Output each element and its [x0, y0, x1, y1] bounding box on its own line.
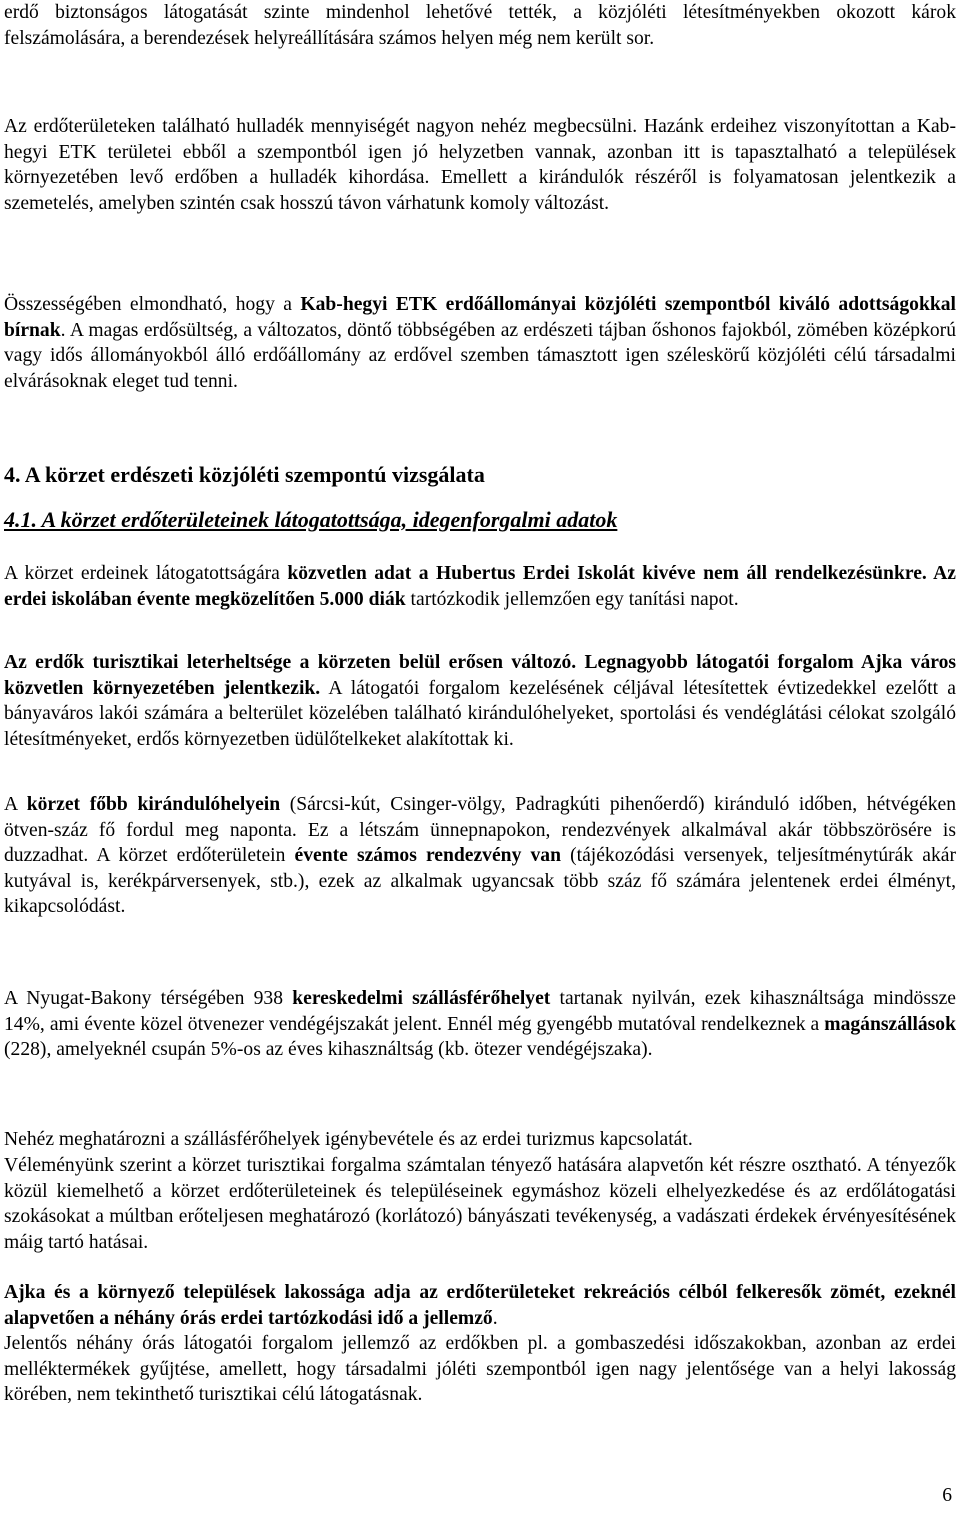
accommodation-bold-a: kereskedelmi szállásférőhelyet — [292, 988, 551, 1009]
paragraph-excursion-sites — [4, 792, 956, 920]
accommodation-text-b: tartanak nyilván, ezek kihasználtsága mindössze 14%, ami évente közel ötvenezer vendégéjszakát jelent. Ennél még gyengébb mutatóval rendelkeznek a — [4, 988, 956, 1035]
ajka-bold: Ajka és a környező települések lakossága adja az erdőterületeket rekreációs célból felkeresők zömét, ezeknél alapvetően a néhány órás erdei tartózkodási idő a jellemző — [4, 1282, 956, 1329]
subsection-heading: 4.1. A körzet erdőterületeinek látogatottsága, idegenforgalmi adatok — [4, 507, 618, 532]
visitors-text-start: A körzet erdeinek látogatottságára — [4, 563, 288, 584]
accommodation-text-a: A Nyugat-Bakony térségében 938 — [4, 988, 293, 1009]
paragraph-opinion: Véleményünk szerint a körzet turisztikai forgalma számtalan tényező hatására alapvetőn két részre osztható. A tényezők közül kiemelhető a körzet erdőterületeinek és településeinek egymáshoz közeli elhelyezkedése és az erdőlátogatási szokásokat a múltban erőteljesen meghatározó (korlátozó) bányászati tevékenység, a vadászati érdekek érvényesítésének máig tartó hatásai. — [4, 1155, 956, 1253]
paragraph-summary — [4, 292, 956, 394]
paragraph-intro: erdő biztonságos látogatását szinte mindenhol lehetővé tették, a közjóléti létesítményekben okozott károk felszámolására, a berendezések helyreállítására számos helyen még nem került sor. — [4, 2, 956, 49]
excursion-text-a: A — [4, 794, 27, 815]
summary-text-end: . A magas erdősültség, a változatos, döntő többségében az erdészeti tájban őshonos fajokból, zömében középkorú vagy idős állományokból álló erdőállomány az erdővel szemben támasztott igen széleskörű közjóléti célú társadalmi elvárásoknak eleget tud tenni. — [4, 319, 956, 392]
summary-bold: Kab-hegyi ETK erdőállományai közjóléti szempontból kiváló adottságokkal bírnak — [4, 294, 956, 341]
visitors-bold: közvetlen adat a Hubertus Erdei Iskolát kivéve nem áll rendelkezésünkre. Az erdei iskolában évente megközelítően 5.000 diák — [4, 563, 957, 610]
tourism-load-bold: Az erdők turisztikai leterheltsége a körzeten belül erősen változó. Legnagyobb látogatói forgalom Ajka város közvetlen környezetében jelentkezik. — [4, 652, 956, 699]
paragraph-tourism-load — [4, 650, 956, 752]
excursion-text-c: (tájékozódási versenyek, teljesítménytúrák akár kutyával is, kerékpárversenyek, stb.), ezek az alkalmak ugyancsak több száz fő számára jelentenek erdei élményt, kikapcsolódást. — [4, 845, 956, 917]
accommodation-text-c: (228), amelyeknél csupán 5%-os az éves kihasználtság (kb. ötezer vendégéjszaka). — [4, 1039, 653, 1060]
paragraph-waste: Az erdőterületeken található hulladék mennyiségét nagyon nehéz megbecsülni. Hazánk erdeihez viszonyítottan a Kab-hegyi ETK területei ebből a szempontból igen jó helyzetben vannak, azonban itt is tapasztalható a települések környezetében levő erdőben a hulladék kihordása. Emellett a kirándulók részéről is folyamatosan jelentkezik a szemetelés, amelyben szintén csak hosszú távon várhatunk komoly változást. — [4, 116, 956, 214]
excursion-bold-b: évente számos rendezvény van — [294, 845, 561, 866]
excursion-text-b: (Sárcsi-kút, Csinger-völgy, Padragkúti pihenőerdő) kiránduló időben, hétvégéken ötven-száz fő fordul meg naponta. Ez a létszám ünnepnapokon, rendezvények alkalmával akár többszörösére is duzzadhat. A körzet erdőterületein — [4, 794, 956, 866]
ajka-period: . — [492, 1307, 498, 1329]
paragraph-difficulty: Nehéz meghatározni a szállásférőhelyek igénybevétele és az erdei turizmus kapcsolatát. — [4, 1129, 693, 1150]
summary-text-start: Összességében elmondható, hogy a — [4, 294, 301, 315]
visitors-text-end: tartózkodik jellemzően egy tanítási napot. — [405, 588, 739, 610]
page-number: 6 — [942, 1485, 952, 1506]
section-heading: 4. A körzet erdészeti közjóléti szempontú vizsgálata — [4, 462, 485, 487]
paragraph-visitors-data — [4, 561, 956, 612]
paragraph-accommodation — [4, 986, 956, 1063]
excursion-bold-a: körzet főbb kirándulóhelyein — [26, 794, 281, 815]
tourism-load-text: A látogatói forgalom kezelésének céljával létesítettek évtizedekkel ezelőtt a bányaváros lakói számára a belterület közelében található kirándulóhelyeket, sportolási és vendéglátási célokat szolgáló létesítményeket, erdős környezetben üdülőtelkeket alakítottak ki. — [4, 677, 956, 750]
paragraph-short-visits: Jelentős néhány órás látogatói forgalom jellemző az erdőkben pl. a gombaszedési időszakokban, azonban az erdei melléktermékek gyűjtése, amellett, hogy társadalmi jóléti szempontból igen nagy jelentősége van a helyi lakosság körében, nem tekinthető turisztikai célú látogatásnak. — [4, 1333, 956, 1405]
accommodation-bold-b: magánszállások — [824, 1013, 956, 1035]
paragraph-ajka-residents — [4, 1280, 956, 1331]
